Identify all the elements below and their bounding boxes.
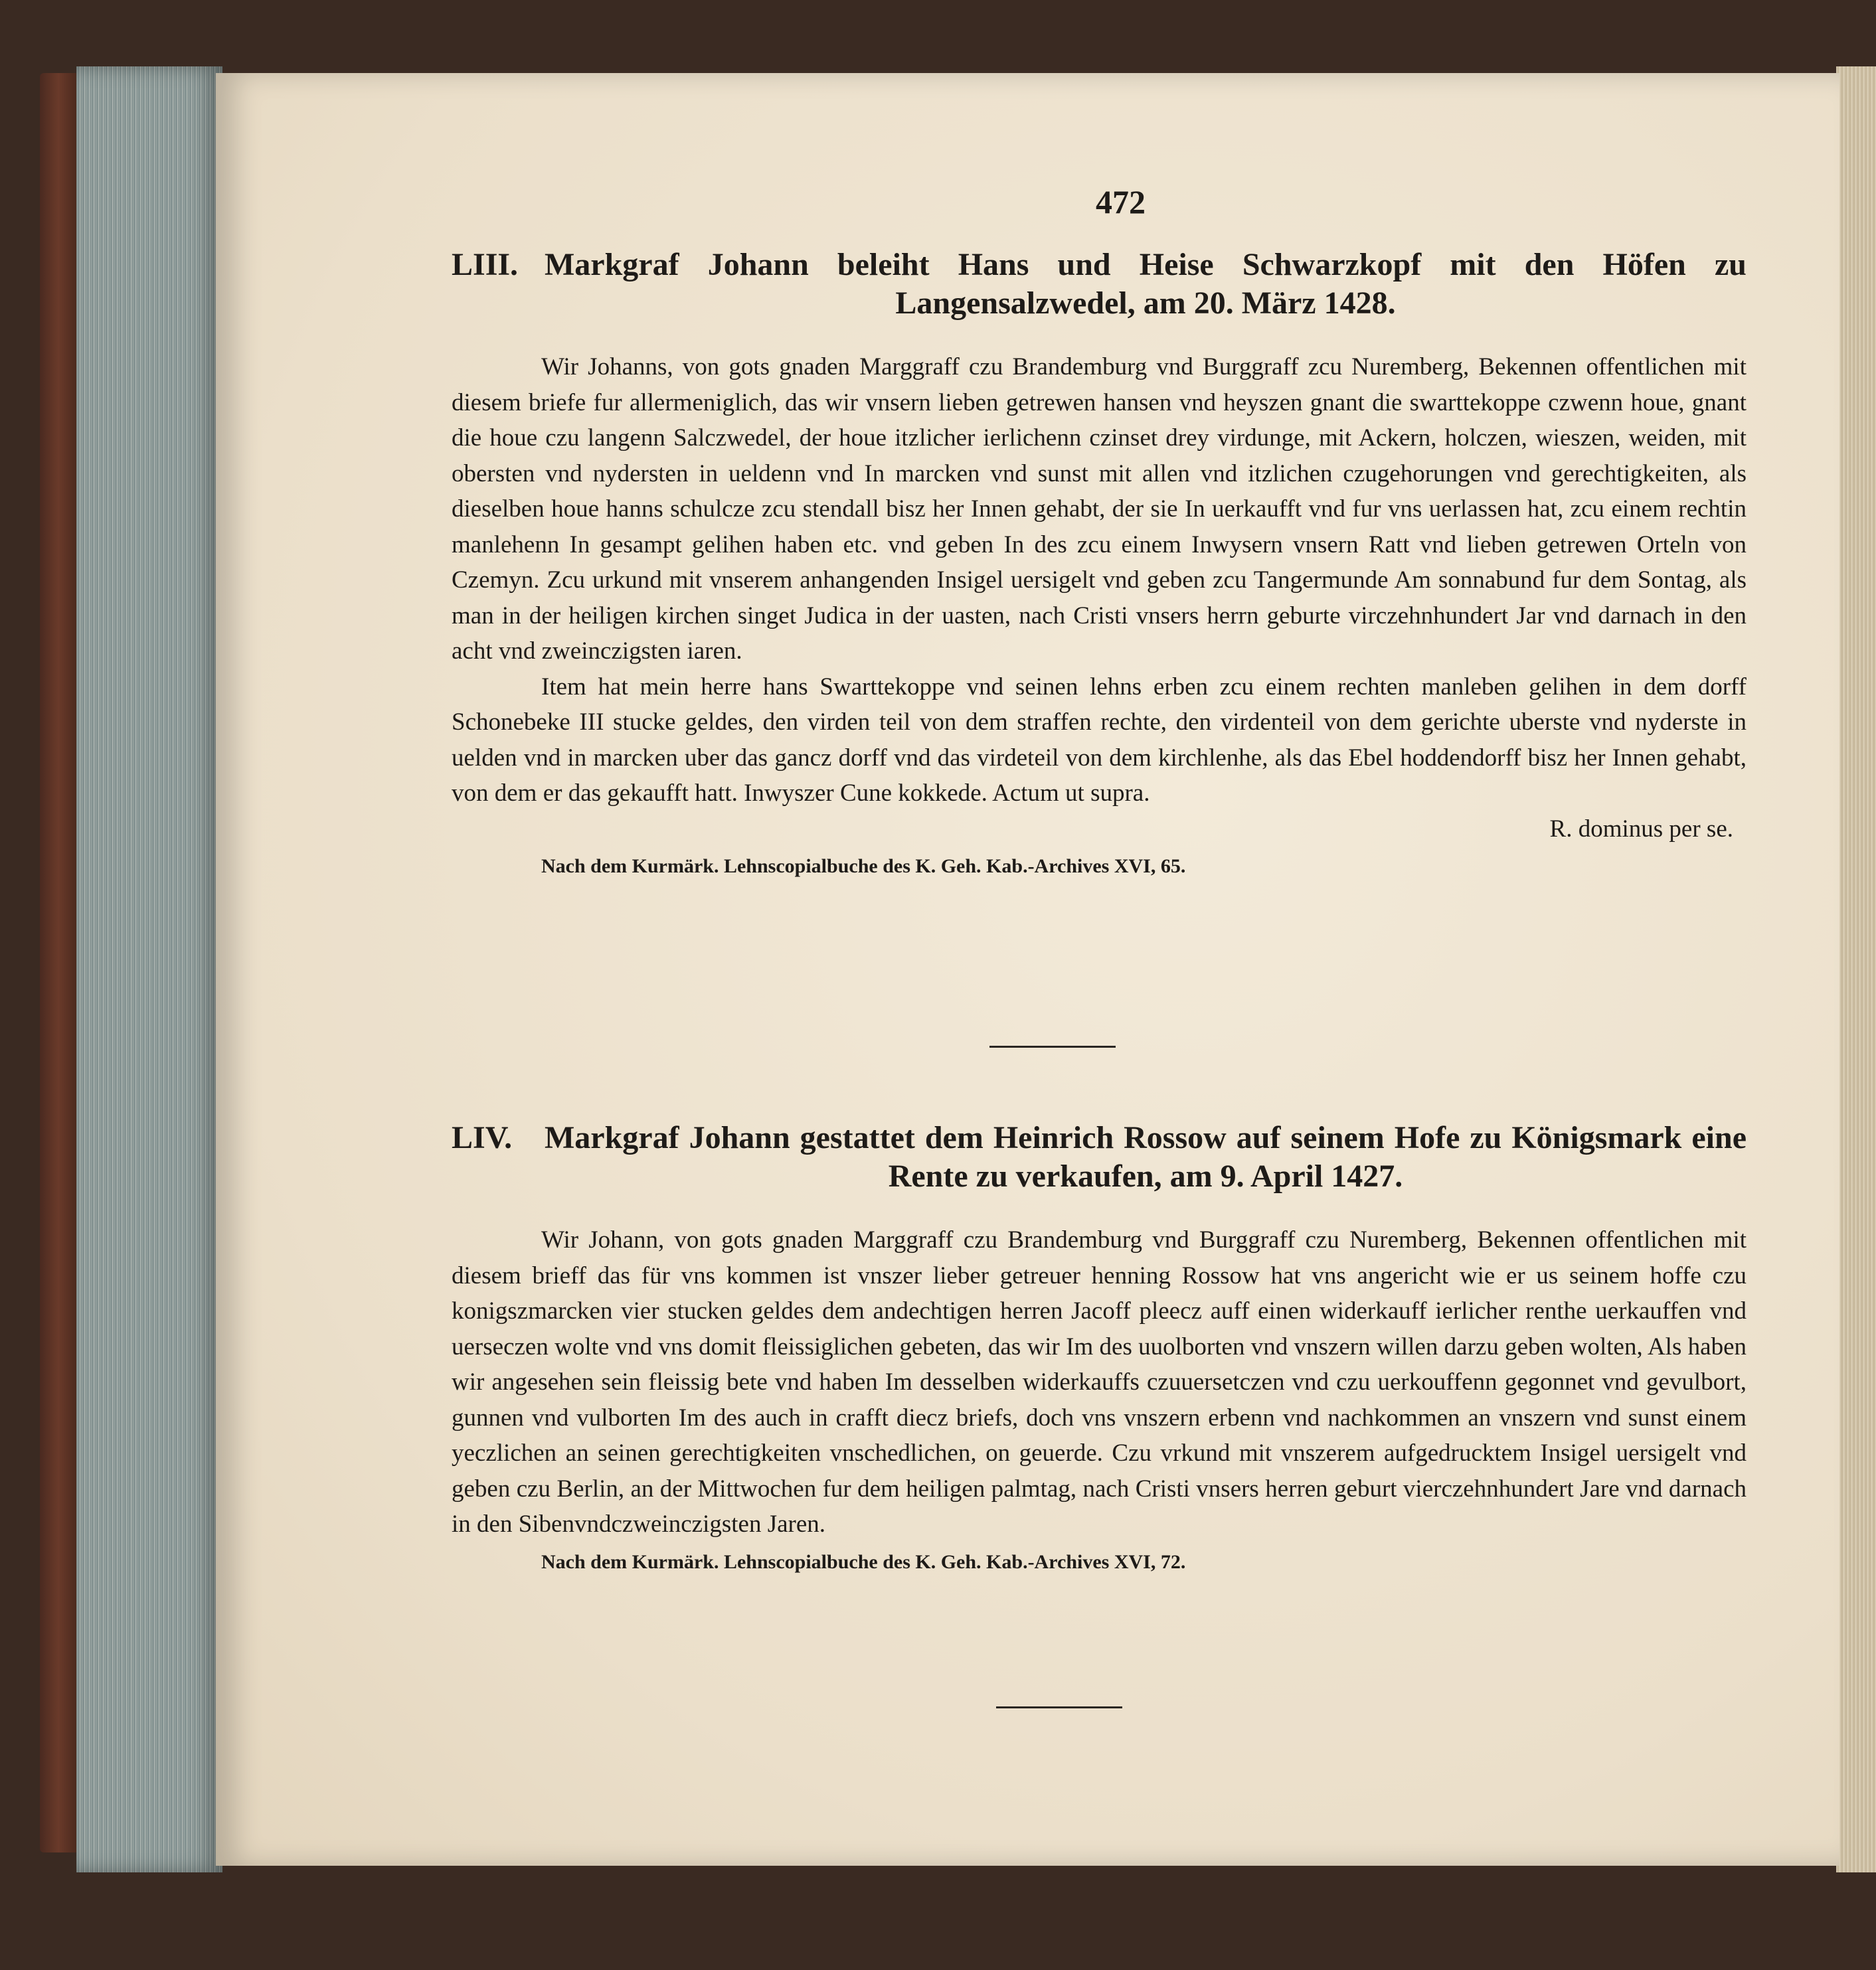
document-title: Markgraf Johann gestattet dem Heinrich Rossow auf seinem Hofe zu Königsmark eine Rente zu verkaufen, am 9. April 1427. [545,1120,1747,1194]
book-page [216,73,1839,1866]
page-edges [76,66,222,1872]
source-note: Nach dem Kurmärk. Lehnscopialbuche des K. Geh. Kab.-Archives XVI, 65. [541,855,1186,877]
section-divider [996,1706,1122,1708]
document-numeral: LIII. [452,247,519,282]
document-title: Markgraf Johann beleiht Hans und Heise Schwarzkopf mit den Höfen zu Langensalzwedel, am 20. März 1428. [545,247,1747,321]
document-paragraph: Item hat mein herre hans Swarttekoppe vnd seinen lehns erben zcu einem rechten manleben gelihen in dem dorff Schonebeke III stucke geldes, den virden teil von dem straffen rechte, den virdenteil von dem gerichte uberste vnd nyderste in uelden vnd in marcken uber das gancz dorff vnd das virdeteil von dem kirchlenhe, als das Ebel hoddendorff bisz her Innen gehabt, von dem er das gekaufft hatt. Inwyszer Cune kokkede. Actum ut supra. [452,673,1747,807]
document-heading [452,246,1747,323]
section-divider [989,1046,1116,1048]
document-body [452,349,1747,811]
source-note: Nach dem Kurmärk. Lehnscopialbuche des K. Geh. Kab.-Archives XVI, 72. [541,1550,1186,1573]
document-paragraph: Wir Johann, von gots gnaden Marggraff czu Brandemburg vnd Burggraff czu Nuremberg, Bekennen offentlichen mit diesem brieff das für vns kommen ist vnszer lieber getreuer henning Rossow hat vns angericht wie er us seinem hoffe czu konigszmarcken vier stucken geldes dem andechtigen herren Jacoff pleecz auff einen widerkauff ierlicher renthe uerkauffen vnd uerseczen wolte vnd vns domit fleissiglichen gebeten, das wir Im des uuolborten vnd vnszern willen darzu geben wolten, Als haben wir angesehen sein fleissig bete vnd haben Im desselben widerkauffs czuuersetczen vnd czu uerkouffenn gegonnet vnd gevulbort, gunnen vnd vulborten Im des auch in crafft diecz briefs, doch vns vnszern erbenn vnd nachkommen an vnszern vnd sunst einem yeczlichen an seinen gerechtigkeiten vnschedlichen, on geuerde. Czu vrkund mit vnszerem aufgedrucktem Insigel uersigelt vnd geben czu Berlin, an der Mittwochen fur dem heiligen palmtag, nach Cristi vnsers herren geburt vierczehnhundert Jare vnd darnach in den Sibenvndczweinczigsten Jaren. [452,1226,1747,1538]
document-signature: R. dominus per se. [1549,815,1733,843]
page-number: 472 [1096,183,1146,220]
document-liv [452,1119,1747,1576]
document-paragraph: Wir Johanns, von gots gnaden Marggraff czu Brandemburg vnd Burggraff zcu Nuremberg, Bekennen offentlichen mit diesem briefe fur allermeniglich, das wir vnsern lieben getrewen hansen vnd heyszen gnant die swarttekoppe czwenn houe, gnant die houe czu langenn Salczwedel, der houe itzlicher ierlichenn czinset drey virdunge, mit Ackern, holczen, wieszen, weiden, mit obersten vnd nydersten in ueldenn vnd In marcken vnd sunst mit allen vnd itzlichen czugehorungen vnd gerechtigkeiten, als dieselben houe hanns schulcze zcu stendall bisz her Innen gehabt, der sie In uerkaufft vnd fur vns uerlassen hat, zcu einem rechtin manlehenn In gesampt gelihen haben etc. vnd geben In des zcu einem Inwysern vnsern Ratt vnd lieben getrewen Orteln von Czemyn. Zcu urkund mit vnserem anhangenden Insigel uersigelt vnd geben zcu Tangermunde Am sonnabund fur dem Sontag, als man in der heiligen kirchen singet Judica in der uasten, nach Cristi vnsers herrn geburte virczehnhundert Jar vnd darnach in den acht vnd zweinczigsten iaren. [452,353,1747,665]
facing-page-edge [1836,66,1876,1872]
document-body [452,1222,1747,1542]
document-heading [452,1119,1747,1196]
document-numeral: LIV. [452,1120,513,1155]
document-liii [452,246,1747,880]
